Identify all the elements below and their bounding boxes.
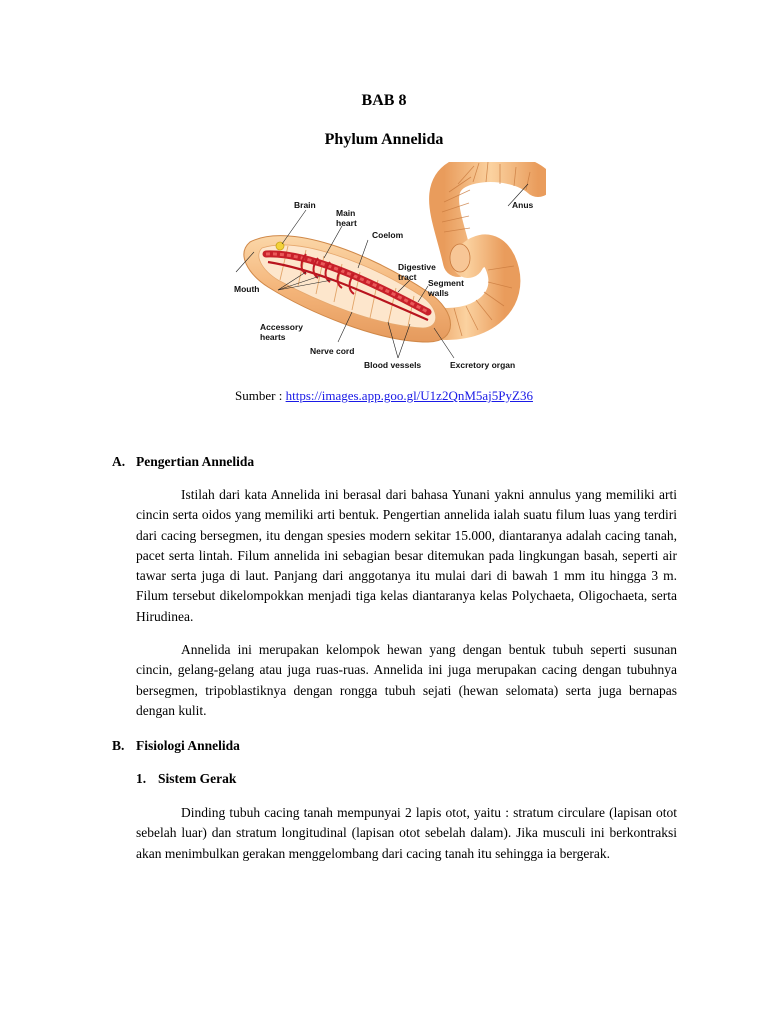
source-prefix: Sumber : — [235, 388, 286, 403]
section-a-paragraph-2: Annelida ini merupakan kelompok hewan yang dengan bentuk tubuh seperti susunan cincin, gelang-gelang atau juga ruas-ruas. Annelida ini juga merupakan cacing dengan tubuhnya bersegmen, tripoblastiknya dengan rongga tubuh sejati (hewan selomata) serta juga bernapas dengan kulit. — [136, 642, 677, 718]
label-brain: Brain — [294, 200, 316, 210]
label-nerve-cord: Nerve cord — [310, 346, 355, 356]
label-anus: Anus — [512, 200, 534, 210]
subsection-1-number: 1. — [136, 771, 147, 786]
page-title: Phylum Annelida — [324, 131, 444, 148]
label-main-heart-1: Main — [336, 208, 356, 218]
label-blood-vessels: Blood vessels — [364, 360, 422, 370]
label-accessory-2: hearts — [260, 332, 286, 342]
label-main-heart-2: heart — [336, 218, 357, 228]
subsection-1-paragraph-1: Dinding tubuh cacing tanah mempunyai 2 lapis otot, yaitu : stratum circulare (lapisan otot sebelah luar) dan stratum longitudinal (lapisan otot sebelah dalam). Jika musculi ini berkontraksi akan menimbulkan gerakan menggelombang dari cacing tanah itu sehingga ia bergerak. — [136, 805, 677, 861]
chapter-heading: BAB 8 — [361, 92, 407, 109]
label-mouth: Mouth — [234, 284, 260, 294]
label-digestive-1: Digestive — [398, 262, 436, 272]
label-segment-2: walls — [428, 288, 449, 298]
label-accessory-1: Accessory — [260, 322, 304, 332]
section-a-heading — [112, 454, 254, 470]
subsection-1-heading — [136, 771, 236, 787]
earthworm-anatomy-figure — [228, 162, 546, 378]
section-b-number: B. — [112, 738, 125, 753]
label-digestive-2: tract — [398, 272, 417, 282]
label-coelom: Coelom — [372, 230, 404, 240]
subsection-1-title: Sistem Gerak — [158, 771, 237, 786]
section-a-paragraph-1: Istilah dari kata Annelida ini berasal dari bahasa Yunani yakni annulus yang memiliki arti cincin serta oidos yang memiliki arti bentuk. Pengertian annelida ialah suatu filum luas yang terdiri dari cacing bersegmen, itu dengan spesies modern sekitar 15.000, diantaranya adalah cacing tanah, pacet serta lintah. Filum annelida ini sebagian besar ditemukan pada lingkungan basah, seperti air tawar serta juga di laut. Panjang dari anggotanya itu mulai dari di bawah 1 mm itu hingga 3 m. Filum tersebut dikelompokkan menjadi tiga kelas diantaranya kelas Polychaeta, Oligochaeta, serta Hirudinea. — [136, 487, 677, 624]
section-b-heading — [112, 738, 240, 754]
label-segment-1: Segment — [428, 278, 464, 288]
section-b-title: Fisiologi Annelida — [136, 738, 240, 753]
section-a-title: Pengertian Annelida — [136, 454, 255, 469]
label-excretory-organ: Excretory organ — [450, 360, 516, 370]
source-link[interactable]: https://images.app.goo.gl/U1z2QnM5aj5PyZ36 — [285, 388, 533, 403]
figure-source — [0, 388, 768, 404]
section-a-number: A. — [112, 454, 126, 469]
